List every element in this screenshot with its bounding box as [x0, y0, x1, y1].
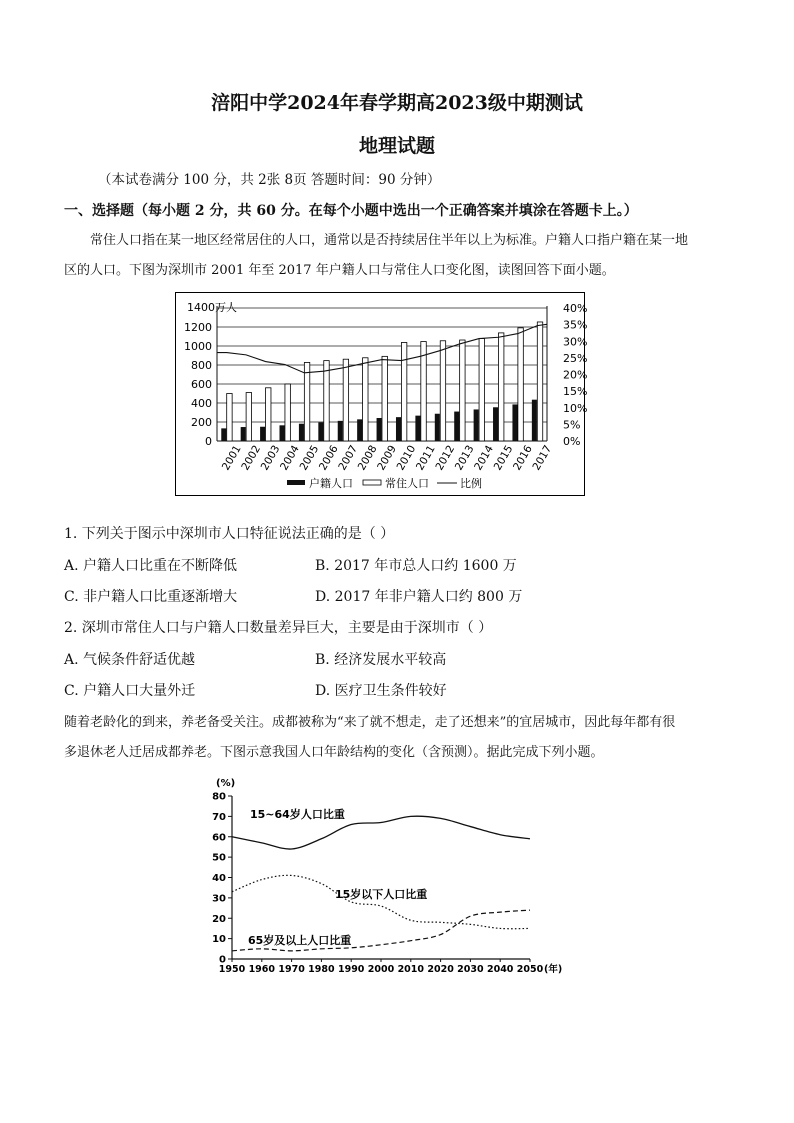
bar-huji-2004: [280, 425, 285, 441]
bar-changzhu-2014: [479, 339, 484, 441]
section-heading: 一、选择题（每小题 2 分，共 60 分。在每个小题中选出一个正确答案并填涂在答题卡上。）: [64, 203, 638, 219]
chart1-x-tick-label: 2016: [511, 443, 535, 473]
bar-huji-2014: [474, 409, 479, 441]
chart1-right-tick-label: 25%: [563, 351, 588, 365]
intro1-line2: 区的人口。下图为深圳市 2001 年至 2017 年户籍人口与常住人口变化图，读图回答下面小题。: [64, 263, 615, 278]
chart2-x-tick-label: 1960: [248, 964, 276, 975]
chart1-right-tick-label: 35%: [563, 318, 588, 332]
chart2-y-tick-label: 10: [212, 934, 226, 946]
chart1-right-tick-label: 5%: [563, 418, 581, 432]
chart2-y-tick-label: 30: [212, 893, 226, 905]
bar-huji-2001: [221, 428, 226, 441]
chart1-x-tick-label: 2003: [258, 443, 283, 473]
chart2-y-tick-label: 80: [212, 791, 226, 803]
chart1-x-ticks: [220, 443, 554, 472]
chart2-y-tick-label: 70: [212, 811, 226, 823]
chart1-x-tick-label: 2011: [413, 443, 438, 473]
bar-changzhu-2013: [460, 340, 465, 441]
bar-huji-2009: [377, 418, 382, 441]
bar-huji-2012: [435, 414, 440, 441]
bar-changzhu-2009: [382, 356, 387, 441]
chart2-x-tick-label: 2050: [516, 964, 544, 975]
question-2-stem: 2. 深圳市常住人口与户籍人口数量差异巨大，主要是由于深圳市（ ）: [64, 620, 493, 636]
question-1-stem: 1. 下列关于图示中深圳市人口特征说法正确的是（ ）: [64, 526, 395, 542]
chart2-x-ticks: [219, 959, 562, 975]
bar-changzhu-2007: [343, 359, 348, 441]
chart1-x-tick-label: 2004: [278, 443, 302, 473]
chart1-x-tick-label: 2007: [336, 443, 361, 473]
q1-option-d[interactable]: D. 2017 年非户籍人口约 800 万: [315, 589, 523, 605]
chart1-right-tick-label: 10%: [563, 401, 588, 415]
series-line-0: [232, 816, 530, 849]
chart2-y-tick-label: 0: [219, 954, 226, 966]
chart2-y-tick-label: 60: [212, 832, 226, 844]
chart2-y-unit: (%): [216, 778, 236, 789]
legend-label-ratio: 比例: [460, 477, 482, 490]
chart2-y-tick-label: 20: [212, 913, 226, 925]
bar-changzhu-2006: [324, 361, 329, 441]
bar-huji-2002: [241, 427, 246, 441]
chart1-right-tick-label: 0%: [563, 435, 581, 448]
chart2-x-tick-label: 2030: [457, 964, 484, 975]
bar-huji-2007: [338, 421, 343, 441]
chart2-y-tick-label: 50: [212, 852, 226, 864]
q2-option-a[interactable]: A. 气候条件舒适优越: [64, 652, 196, 668]
bar-changzhu-2008: [363, 358, 368, 441]
chart1-left-tick-label: 1000: [184, 340, 212, 353]
q2-option-c[interactable]: C. 户籍人口大量外迁: [64, 683, 196, 699]
chart2-x-tick-label: 1980: [308, 964, 335, 975]
chart1-x-tick-label: 2013: [452, 443, 477, 473]
legend-label-changzhu: 常住人口: [385, 477, 429, 490]
bar-changzhu-2015: [498, 333, 503, 441]
bar-huji-2016: [512, 404, 517, 441]
bar-huji-2017: [532, 400, 537, 441]
bar-changzhu-2001: [227, 394, 232, 442]
chart2-x-tick-label: 2040: [486, 964, 514, 975]
series-label-15-64: 15~64岁人口比重: [250, 808, 345, 821]
series-label-65plus: 65岁及以上人口比重: [248, 934, 352, 947]
exam-note: （本试卷满分 100 分，共 2张 8页 答题时间：90 分钟）: [98, 172, 441, 188]
chart2-y-tick-label: 40: [212, 873, 226, 884]
bar-changzhu-2004: [285, 384, 290, 441]
bar-huji-2010: [396, 417, 401, 441]
bar-changzhu-2005: [304, 362, 309, 441]
chart1-x-tick-label: 2006: [316, 443, 341, 473]
chart1-x-tick-label: 2015: [491, 443, 516, 473]
bar-huji-2006: [318, 422, 323, 441]
chart1-right-tick-label: 30%: [563, 335, 588, 349]
series-line-1: [232, 875, 530, 928]
chart1-left-unit: 1400万人: [187, 301, 237, 314]
chart1-left-tick-label: 600: [191, 378, 212, 391]
q1-option-c[interactable]: C. 非户籍人口比重逐渐增大: [64, 589, 238, 605]
chart1-x-tick-label: 2010: [394, 443, 419, 473]
bar-changzhu-2010: [401, 342, 406, 441]
chart1-x-tick-label: 2008: [355, 443, 380, 473]
chart1-left-tick-label: 1200: [184, 321, 212, 334]
bar-huji-2013: [454, 412, 459, 441]
shenzhen-population-chart: [175, 292, 588, 497]
q1-option-a[interactable]: A. 户籍人口比重在不断降低: [64, 558, 238, 574]
legend-swatch-huji: [287, 480, 305, 485]
chart1-right-tick-label: 15%: [563, 385, 588, 399]
chart1-left-tick-label: 200: [191, 416, 212, 429]
chart1-x-tick-label: 2002: [239, 443, 264, 473]
age-structure-chart: [212, 772, 584, 980]
bar-changzhu-2003: [266, 388, 271, 441]
chart1-left-tick-label: 400: [191, 397, 212, 410]
exam-title: 涪阳中学2024年春学期高2023级中期测试: [211, 92, 583, 114]
chart2-x-tick-label: 2000: [367, 964, 395, 975]
exam-subtitle: 地理试题: [358, 135, 435, 157]
series-label-under15: 15岁以下人口比重: [335, 888, 428, 901]
bar-changzhu-2016: [518, 328, 523, 441]
q2-option-b[interactable]: B. 经济发展水平较高: [315, 652, 447, 668]
chart1-right-tick-label: 20%: [563, 368, 588, 382]
bar-huji-2003: [260, 427, 265, 441]
legend-label-huji: 户籍人口: [309, 477, 353, 490]
bar-huji-2011: [415, 416, 420, 441]
chart1-x-tick-label: 2017: [530, 443, 555, 473]
bar-huji-2008: [357, 419, 362, 441]
q2-option-d[interactable]: D. 医疗卫生条件较好: [315, 683, 447, 699]
chart2-x-tick-label: 2010: [397, 964, 425, 975]
bar-changzhu-2012: [440, 341, 445, 441]
chart2-x-tick-label: 2020: [427, 964, 454, 975]
bar-huji-2015: [493, 407, 498, 441]
chart1-x-tick-label: 2014: [472, 443, 496, 473]
legend-swatch-changzhu: [363, 480, 381, 485]
chart1-left-tick-label: 0: [205, 435, 212, 448]
chart1-x-tick-label: 2001: [219, 443, 244, 473]
chart1-x-tick-label: 2009: [375, 443, 399, 473]
chart1-x-tick-label: 2005: [297, 443, 322, 473]
chart2-x-tick-label: 1970: [278, 964, 305, 975]
chart1-left-tick-label: 800: [191, 359, 212, 372]
chart2-lines: [232, 816, 530, 951]
bar-changzhu-2017: [537, 322, 542, 441]
chart2-x-tick-label: 1990: [337, 964, 365, 975]
intro1-line1: 常住人口指在某一地区经常居住的人口，通常以是否持续居住半年以上为标准。户籍人口指户籍在某一地: [90, 233, 689, 248]
intro2-line1: 随着老龄化的到来，养老备受关注。成都被称为“来了就不想走，走了还想来”的宜居城市，因此每年都有很: [64, 715, 676, 730]
q1-option-b[interactable]: B. 2017 年市总人口约 1600 万: [315, 558, 517, 574]
bar-huji-2005: [299, 424, 304, 441]
intro2-line2: 多退休老人迁居成都养老。下图示意我国人口年龄结构的变化（含预测）。据此完成下列小题。: [64, 745, 604, 760]
chart2-x-tick-label: 1950: [218, 964, 246, 975]
chart2-x-unit: (年): [544, 964, 563, 975]
chart2-y-ticks: [212, 792, 232, 966]
chart1-right-tick-label: 40%: [563, 302, 588, 315]
chart1-x-tick-label: 2012: [433, 443, 458, 473]
bar-changzhu-2002: [246, 393, 251, 441]
